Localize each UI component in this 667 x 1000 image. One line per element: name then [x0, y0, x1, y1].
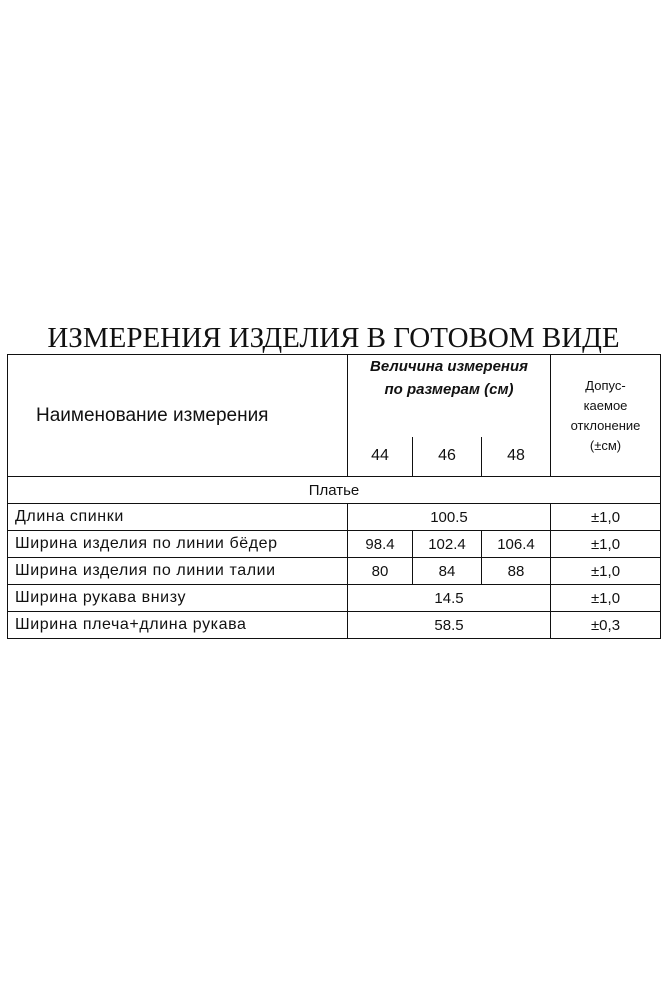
- size-48: 48: [482, 437, 551, 477]
- page-title: ИЗМЕРЕНИЯ ИЗДЕЛИЯ В ГОТОВОМ ВИДЕ: [47, 322, 620, 354]
- row-value-46: 102.4: [413, 531, 482, 558]
- size-header-line-1: Величина измерения: [370, 358, 528, 375]
- deviation-header-line-2: каемое: [583, 397, 628, 413]
- measurement-name-header: Наименование измерения: [8, 355, 348, 477]
- table-row: [8, 585, 661, 612]
- measurements-table: [7, 354, 661, 639]
- row-value: 58.5: [348, 612, 551, 639]
- row-deviation: ±1,0: [551, 558, 661, 585]
- row-value: 14.5: [348, 585, 551, 612]
- row-value-46: 84: [413, 558, 482, 585]
- row-deviation: ±0,3: [551, 612, 661, 639]
- row-value-44: 80: [348, 558, 413, 585]
- table-row: [8, 612, 661, 639]
- size-46: 46: [413, 437, 482, 477]
- size-header-line-2: по размерам (см): [384, 381, 514, 398]
- size-44: 44: [348, 437, 413, 477]
- row-deviation: ±1,0: [551, 531, 661, 558]
- row-label: Длина спинки: [8, 504, 348, 531]
- table-header-row: [8, 355, 661, 437]
- section-row: [8, 477, 661, 504]
- table-row: [8, 504, 661, 531]
- deviation-header-line-3: отклонение: [570, 417, 641, 433]
- size-value-header: [348, 355, 551, 437]
- section-title: Платье: [8, 477, 661, 504]
- row-label: Ширина плеча+длина рукава: [8, 612, 348, 639]
- row-label: Ширина изделия по линии бёдер: [8, 531, 348, 558]
- row-deviation: ±1,0: [551, 585, 661, 612]
- row-value: 100.5: [348, 504, 551, 531]
- row-value-48: 88: [482, 558, 551, 585]
- row-label: Ширина рукава внизу: [8, 585, 348, 612]
- table-row: [8, 558, 661, 585]
- deviation-header: [551, 355, 661, 477]
- deviation-header-line-4: (±см): [589, 437, 622, 453]
- row-deviation: ±1,0: [551, 504, 661, 531]
- row-label: Ширина изделия по линии талии: [8, 558, 348, 585]
- table-row: [8, 531, 661, 558]
- row-value-44: 98.4: [348, 531, 413, 558]
- row-value-48: 106.4: [482, 531, 551, 558]
- deviation-header-line-1: Допус-: [585, 377, 626, 393]
